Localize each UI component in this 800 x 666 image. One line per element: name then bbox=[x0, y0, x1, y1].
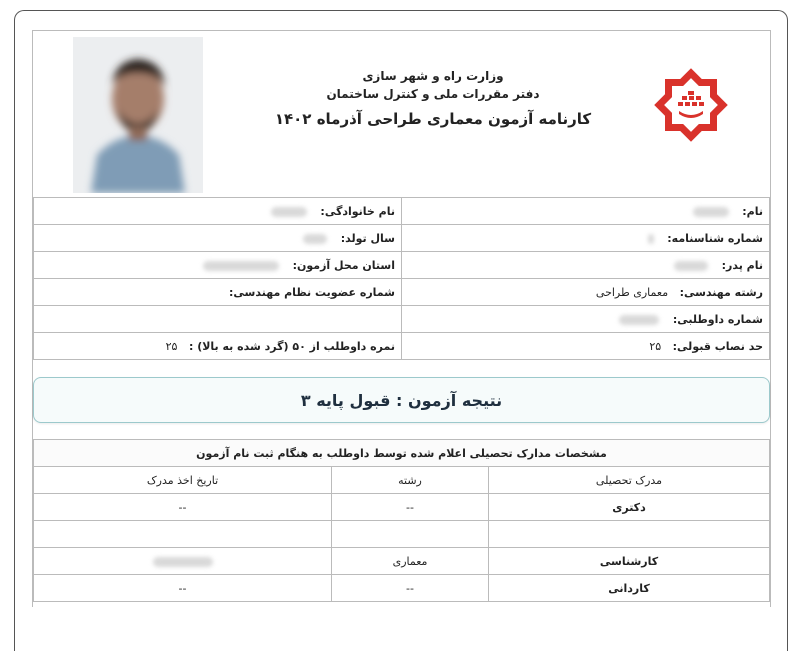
candidate-number-label: شماره داوطلبی: bbox=[672, 312, 763, 326]
pass-mark-label: حد نصاب قبولی: bbox=[672, 339, 763, 353]
exam-result-box bbox=[33, 377, 770, 423]
redacted-value bbox=[648, 234, 654, 244]
degree-cell bbox=[489, 521, 770, 548]
score-value: ۲۵ bbox=[165, 339, 178, 353]
table-row bbox=[34, 494, 770, 521]
education-caption: مشخصات مدارک تحصیلی اعلام شده توسط داوطلب به هنگام ثبت نام آزمون bbox=[34, 440, 770, 467]
date-cell: -- bbox=[34, 494, 332, 521]
candidate-info-table bbox=[33, 197, 770, 360]
empty-cell bbox=[34, 306, 402, 333]
redacted-value bbox=[153, 557, 213, 567]
last-name-cell bbox=[34, 198, 402, 225]
report-header bbox=[33, 31, 770, 198]
score-label: نمره داوطلب از ۵۰ (گرد شده به بالا) : bbox=[188, 339, 395, 353]
column-header-degree: مدرک تحصیلی bbox=[489, 467, 770, 494]
redacted-value bbox=[271, 207, 307, 217]
date-cell bbox=[34, 521, 332, 548]
field-cell: معماری bbox=[332, 548, 489, 575]
field-cell: -- bbox=[332, 575, 489, 602]
exam-province-cell bbox=[34, 252, 402, 279]
field-cell bbox=[402, 279, 770, 306]
organization-logo bbox=[653, 67, 729, 143]
redacted-value bbox=[619, 315, 659, 325]
table-row bbox=[34, 548, 770, 575]
date-cell bbox=[34, 548, 332, 575]
degree-cell: کاردانی bbox=[489, 575, 770, 602]
info-row bbox=[34, 333, 770, 360]
first-name-cell bbox=[402, 198, 770, 225]
info-row bbox=[34, 198, 770, 225]
report-title: کارنامه آزمون معماری طراحی آذرماه ۱۴۰۲ bbox=[274, 110, 592, 128]
date-cell: -- bbox=[34, 575, 332, 602]
membership-cell bbox=[34, 279, 402, 306]
redacted-value bbox=[303, 234, 327, 244]
info-row bbox=[34, 306, 770, 333]
education-table bbox=[33, 439, 770, 602]
table-row bbox=[34, 575, 770, 602]
pass-mark-value: ۲۵ bbox=[649, 339, 662, 353]
candidate-number-cell bbox=[402, 306, 770, 333]
candidate-photo bbox=[73, 37, 203, 193]
report-card bbox=[32, 30, 771, 607]
redacted-value bbox=[674, 261, 708, 271]
father-name-label: نام پدر: bbox=[721, 258, 763, 272]
info-row bbox=[34, 225, 770, 252]
info-row bbox=[34, 279, 770, 306]
field-cell: -- bbox=[332, 494, 489, 521]
degree-cell: کارشناسی bbox=[489, 548, 770, 575]
column-header-date: تاریخ اخذ مدرک bbox=[34, 467, 332, 494]
exam-province-label: استان محل آزمون: bbox=[292, 258, 395, 272]
redacted-value bbox=[203, 261, 279, 271]
exam-result-text: نتیجه آزمون : قبول پایه ۳ bbox=[300, 390, 503, 410]
last-name-label: نام خانوادگی: bbox=[320, 204, 395, 218]
pass-mark-cell bbox=[402, 333, 770, 360]
field-cell bbox=[332, 521, 489, 548]
education-caption-row bbox=[34, 440, 770, 467]
id-number-label: شماره شناسنامه: bbox=[667, 231, 763, 245]
field-value: معماری طراحی bbox=[595, 285, 669, 299]
redacted-value bbox=[693, 207, 729, 217]
office-name: دفتر مقررات ملی و کنترل ساختمان bbox=[326, 87, 540, 101]
birth-year-cell bbox=[34, 225, 402, 252]
column-header-field: رشته bbox=[332, 467, 489, 494]
education-header-row bbox=[34, 467, 770, 494]
membership-label: شماره عضویت نظام مهندسی: bbox=[229, 285, 395, 299]
field-label: رشته مهندسی: bbox=[679, 285, 763, 299]
score-cell bbox=[34, 333, 402, 360]
father-name-cell bbox=[402, 252, 770, 279]
header-titles bbox=[253, 67, 613, 133]
first-name-label: نام: bbox=[742, 204, 763, 218]
ministry-name: وزارت راه و شهر سازی bbox=[362, 69, 504, 83]
degree-cell: دکتری bbox=[489, 494, 770, 521]
table-row bbox=[34, 521, 770, 548]
info-row bbox=[34, 252, 770, 279]
id-number-cell bbox=[402, 225, 770, 252]
birth-year-label: سال تولد: bbox=[340, 231, 395, 245]
